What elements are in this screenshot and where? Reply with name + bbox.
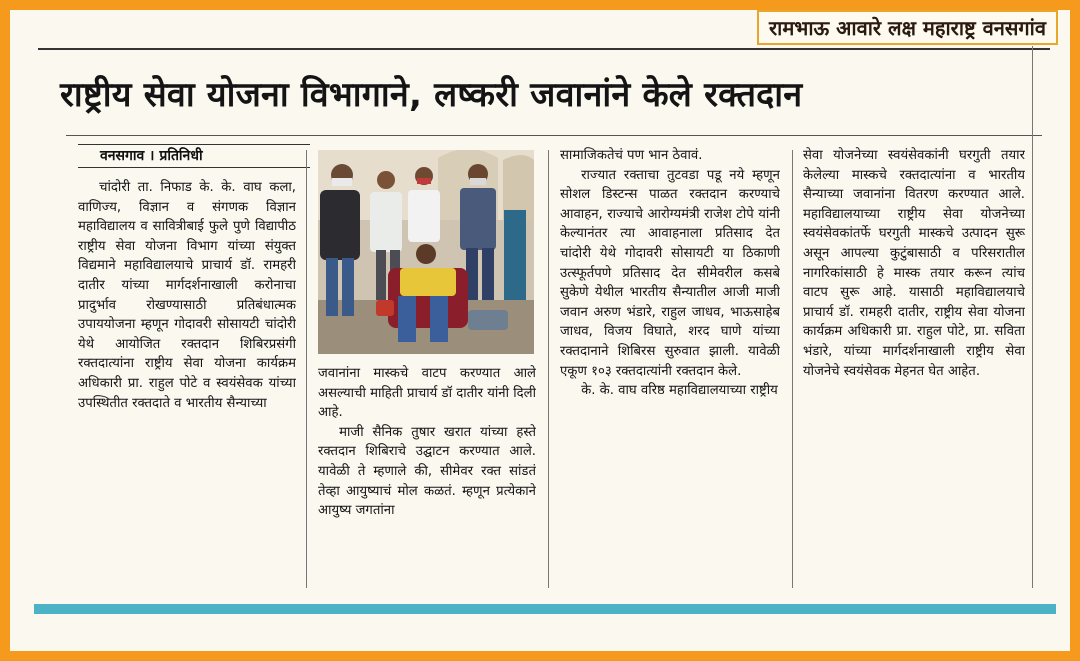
column-divider: [548, 150, 549, 588]
masthead-label: रामभाऊ आवारे लक्ष महाराष्ट्र वनसगांव: [757, 10, 1058, 45]
paragraph: सामाजिकतेचं पण भान ठेवावं.: [560, 148, 703, 163]
column-divider: [792, 150, 793, 588]
paragraph: राज्यात रक्ताचा तुटवडा पडू नये म्हणून सोशल डिस्टन्स पाळत रक्तदान करण्याचे आवाहन, राज्याचे आरोग्यमंत्री राजेश टोपे यांनी केल्यानंतर त्या आवाहनाला प्रतिसाद देत चांदोरी येथे गोदावरी सोसायटी या ठिकाणी उत्स्फूर्तपणे प्रतिसाद देत सीमेवरील कसबे सुकेणे येथील भारतीय सैन्यातील आजी माजी जवान अरुण भंडारे, राहुल जाधव, भाऊसाहेब जाधव, विजय विघाते, शरद घाणे यांच्या रक्तदानाने शिबिरस सुरुवात झाली. यावेळी एकूण १०३ रक्तदात्यांनी रक्तदान केले.: [560, 167, 780, 379]
paragraph: के. के. वाघ वरिष्ठ महाविद्यालयाच्या राष्ट्रीय: [581, 383, 778, 399]
headline-divider: [66, 135, 1042, 136]
paragraph: सेवा योजनेच्या स्वयंसेवकांनी घरगुती तयार केलेल्या मास्कचे रक्तदात्यांना व भारतीय सैन्याच्या जवानांना वितरण करण्यात आले. महाविद्यालयाच्या राष्ट्रीय सेवा योजनेच्या स्वयंसेवकांतर्फे घरगुती मास्कचे उत्पादन सुरू असून आपल्या कुटुंबासाठी व परिसरातील नागरिकांसाठी हे मास्क तयार करून त्यांच वाटप सुरू आहे. यासाठी महाविद्यालयाचे प्राचार्य डॉ. रामहरी दातीर, राष्ट्रीय सेवा योजना कार्यक्रम अधिकारी प्रा. राहुल पोटे, प्रा. सविता भंडारे, यांच्या मार्गदर्शनाखाली राष्ट्रीय सेवा योजनेचे स्वयंसेवक मेहनत घेत आहेत.: [803, 148, 1025, 379]
right-divider: [1032, 46, 1033, 588]
article-column-3: [560, 146, 780, 588]
photo-illustration: [318, 150, 534, 354]
column-divider: [306, 150, 307, 588]
top-divider: [38, 48, 1050, 50]
article-column-2: [318, 364, 536, 590]
paragraph: माजी सैनिक तुषार खरात यांच्या हस्ते रक्तदान शिबिराचे उद्घाटन करण्यात आले. यावेळी ते म्हणाले की, सीमेवर रक्त सांडतं तेव्हा आयुष्याचं मोल कळतं. म्हणून प्रत्येकाने आयुष्य जगतांना: [318, 424, 536, 519]
headline: राष्ट्रीय सेवा योजना विभागाने, लष्करी जवानांने केले रक्तदान: [60, 75, 803, 115]
paragraph: जवानांना मास्कचे वाटप करण्यात आले असल्याची माहिती प्राचार्य डॉ दातीर यांनी दिली आहे.: [318, 366, 536, 421]
blood-donation-photo: [318, 150, 534, 354]
byline: वनसगाव । प्रतिनिधी: [78, 144, 310, 168]
article-column-4: [803, 146, 1025, 588]
bottom-accent-bar: [34, 604, 1056, 614]
article-column-1: [78, 178, 296, 588]
paragraph: चांदोरी ता. निफाड के. के. वाघ कला, वाणिज्य, विज्ञान व संगणक विज्ञान महाविद्यालय व सावित्रीबाई फुले पुणे विद्यापीठ राष्ट्रीय सेवा योजना विभाग यांच्या संयुक्त विद्यमाने महाविद्यालयाचे प्राचार्य डॉ. रामहरी दातीर यांच्या मार्गदर्शनाखाली करोनाचा प्रादुर्भाव रोखण्यासाठी प्रतिबंधात्मक उपाययोजना म्हणून गोदावरी सोसायटी चांदोरी येथे आयोजित रक्तदान शिबिरप्रसंगी रक्तदात्यांना राष्ट्रीय सेवा योजना कार्यक्रम अधिकारी प्रा. राहुल पोटे व स्वयंसेवक यांच्या उपस्थितीत रक्तदाते व भारतीय सैन्याच्या: [78, 180, 296, 411]
